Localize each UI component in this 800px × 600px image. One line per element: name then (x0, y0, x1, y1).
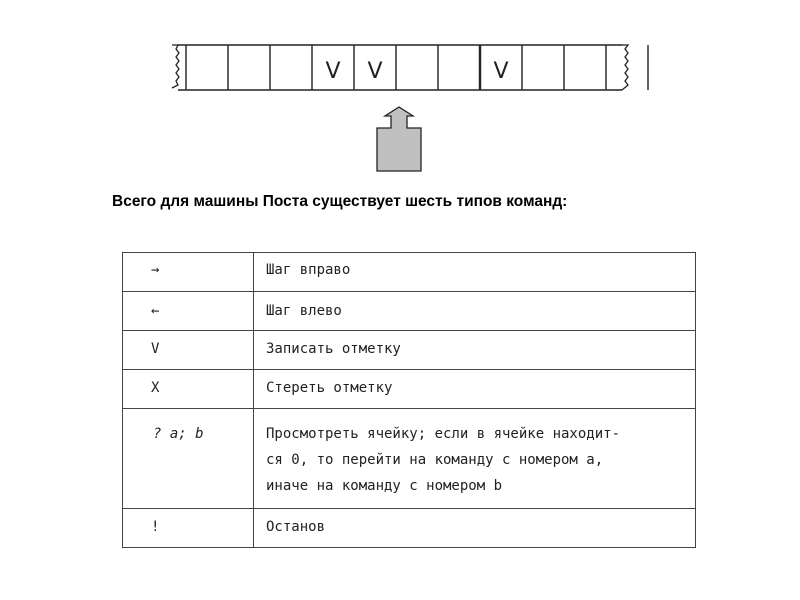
tape-cell (228, 45, 270, 90)
tape-mark: V (493, 59, 509, 84)
command-symbol: ? a; b (123, 409, 254, 509)
command-symbol: X (123, 370, 254, 409)
command-symbol: ← (123, 292, 254, 331)
command-description: Записать отметку (254, 331, 696, 370)
command-description: Шаг вправо (254, 253, 696, 292)
table-row (123, 409, 696, 509)
table-row (123, 253, 696, 292)
tape-cell (564, 45, 606, 90)
table-row (123, 331, 696, 370)
command-description: Останов (254, 509, 696, 548)
carriage-head (377, 107, 421, 171)
command-symbol: ! (123, 509, 254, 548)
tape-cell (186, 45, 228, 90)
tape-right-break (622, 45, 628, 90)
table-row (123, 370, 696, 409)
commands-heading: Всего для машины Поста существует шесть типов команд: (112, 193, 568, 210)
tape-mark: V (325, 59, 341, 84)
command-symbol: → (123, 253, 254, 292)
tape-cell (270, 45, 312, 90)
table-row (123, 292, 696, 331)
post-machine-tape-diagram (0, 0, 800, 190)
command-description: Шаг влево (254, 292, 696, 331)
tape-cell (522, 45, 564, 90)
tape-left-break (172, 45, 179, 88)
tape (172, 45, 648, 90)
command-symbol: V (123, 331, 254, 370)
command-description: Просмотреть ячейку; если в ячейке находит- ся 0, то перейти на команду с номером a, иначе на команду с номером b (254, 409, 696, 509)
command-description: Стереть отметку (254, 370, 696, 409)
tape-cell (438, 45, 480, 90)
commands-table (122, 252, 696, 548)
tape-mark: V (367, 59, 383, 84)
tape-cell (396, 45, 438, 90)
table-row (123, 509, 696, 548)
